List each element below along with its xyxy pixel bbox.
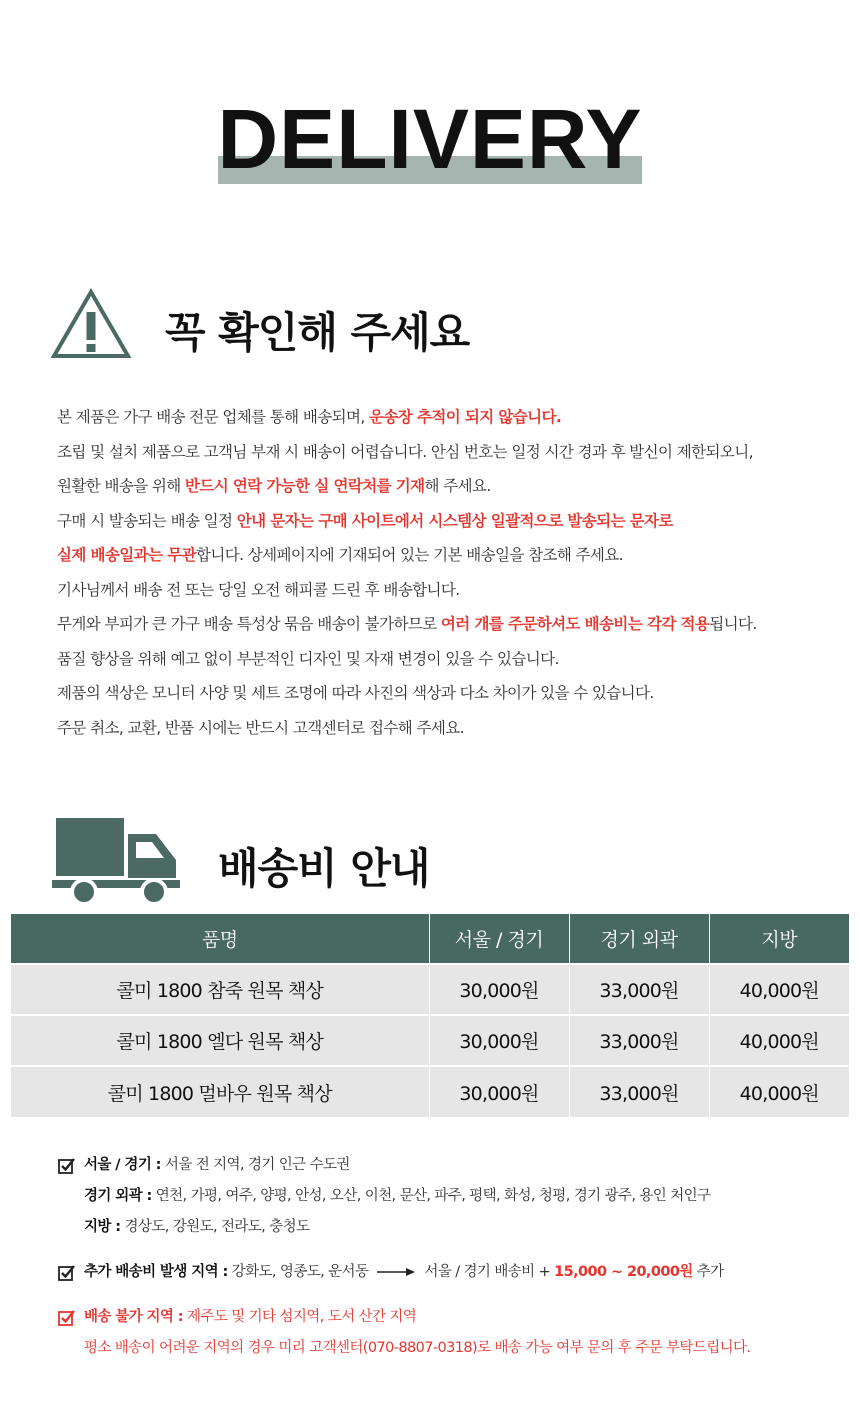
unavailable-areas: 제주도 및 기타 섬지역, 도서 산간 지역 (183, 1309, 417, 1325)
shipping-notes (58, 1150, 848, 1378)
notice-line (57, 435, 847, 470)
region-label: 서울 / 경기 : (84, 1157, 161, 1173)
page-title: DELIVERY (217, 92, 643, 186)
region-note-outskirts (58, 1181, 848, 1212)
price-cell: 30,000원 (429, 1015, 569, 1066)
notice-line (57, 573, 847, 608)
notice-highlight: 운송장 추적이 되지 않습니다. (369, 408, 562, 426)
extra-fee-areas: 강화도, 영종도, 운서동 (227, 1264, 369, 1280)
unavailable-detail: 평소 배송이 어려운 지역의 경우 미리 고객센터(070-8807-0318)로 배송 가능 여부 문의 후 주문 부탁드립니다. (84, 1340, 751, 1356)
notice-text: 기사님께서 배송 전 또는 당일 오전 해피콜 드린 후 배송합니다. (57, 580, 460, 599)
warning-section-title: 꼭 확인해 주세요 (165, 308, 470, 357)
price-cell: 40,000원 (709, 1015, 849, 1066)
notice-text: 본 제품은 가구 배송 전문 업체를 통해 배송되며, (57, 408, 370, 426)
column-header-gyeonggi-outskirts: 경기 외곽 (569, 914, 709, 964)
unavailable-group (58, 1302, 848, 1364)
notice-text: 품질 향상을 위해 예고 없이 부분적인 디자인 및 자재 변경이 있을 수 있습니다. (57, 649, 559, 668)
price-cell: 40,000원 (709, 964, 849, 1015)
checkbox-checked-icon (58, 1264, 75, 1281)
price-cell: 33,000원 (569, 1015, 709, 1066)
checkbox-checked-icon (58, 1309, 75, 1326)
price-cell: 30,000원 (429, 1066, 569, 1117)
notice-text: 됩니다. (709, 615, 757, 633)
region-label: 지방 : (84, 1219, 121, 1235)
delivery-truck-icon (52, 816, 180, 906)
page-header (0, 92, 860, 192)
notice-highlight: 반드시 연락 가능한 실 연락처를 기재 (184, 477, 425, 495)
column-header-provinces: 지방 (709, 914, 849, 964)
table-row (11, 964, 849, 1015)
extra-fee-note (58, 1257, 848, 1288)
extra-fee-label: 추가 배송비 발생 지역 : (84, 1264, 228, 1280)
extra-fee-target: 서울 / 경기 배송비 + (424, 1264, 551, 1280)
notice-text: 합니다. 상세페이지에 기재되어 있는 기본 배송일을 참조해 주세요. (195, 546, 623, 564)
column-header-product: 품명 (11, 914, 429, 964)
notice-line (57, 607, 847, 642)
notice-text: 구매 시 발송되는 배송 일정 (57, 511, 237, 530)
column-header-seoul-gyeonggi: 서울 / 경기 (429, 914, 569, 964)
checkbox-checked-icon (58, 1157, 75, 1174)
notice-line (57, 538, 847, 573)
product-name-cell: 콜미 1800 엘다 원목 책상 (11, 1015, 429, 1066)
product-name-cell: 콜미 1800 참죽 원목 책상 (11, 964, 429, 1015)
region-label: 경기 외곽 : (84, 1188, 152, 1204)
region-group (58, 1150, 848, 1243)
region-note-provinces (58, 1212, 848, 1243)
notice-highlight: 안내 문자는 구매 사이트에서 시스템상 일괄적으로 발송되는 문자로 (236, 511, 673, 530)
extra-fee-suffix: 추가 (696, 1264, 724, 1280)
price-cell: 40,000원 (709, 1066, 849, 1117)
table-row (11, 1015, 849, 1066)
notice-text: 조립 및 설치 제품으로 고객님 부재 시 배송이 어렵습니다. 안심 번호는 일정 시간 경과 후 발신이 제한되오니, (57, 442, 753, 461)
notice-line (57, 504, 847, 539)
price-cell: 33,000원 (569, 1066, 709, 1117)
notice-line (57, 711, 847, 746)
table-row (11, 1066, 849, 1117)
notice-highlight: 실제 배송일과는 무관 (57, 546, 196, 564)
notice-highlight: 여러 개를 주문하셔도 배송비는 각각 적용 (440, 615, 710, 633)
notice-list (57, 400, 847, 745)
unavailable-note (58, 1302, 848, 1333)
long-arrow-right-icon (376, 1267, 416, 1277)
region-note-seoul (58, 1150, 848, 1181)
region-text: 경상도, 강원도, 전라도, 충청도 (120, 1219, 310, 1235)
price-cell: 30,000원 (429, 964, 569, 1015)
notice-line (57, 676, 847, 711)
notice-text: 해 주세요. (424, 477, 491, 495)
region-text: 연천, 가평, 여주, 양평, 안성, 오산, 이천, 문산, 파주, 평택, 화성, 청평, 경기 광주, 용인 처인구 (151, 1188, 711, 1204)
extra-fee-amount: 15,000 ~ 20,000원 (554, 1264, 693, 1280)
product-name-cell: 콜미 1800 멀바우 원목 책상 (11, 1066, 429, 1117)
region-text: 서울 전 지역, 경기 인근 수도권 (160, 1157, 350, 1173)
notice-text: 제품의 색상은 모니터 사양 및 세트 조명에 따라 사진의 색상과 다소 차이가 있을 수 있습니다. (57, 684, 654, 702)
price-cell: 33,000원 (569, 964, 709, 1015)
notice-text: 무게와 부피가 큰 가구 배송 특성상 묶음 배송이 불가하므로 (57, 615, 441, 633)
warning-triangle-icon (50, 288, 132, 360)
extra-fee-group (58, 1257, 848, 1288)
notice-text: 주문 취소, 교환, 반품 시에는 반드시 고객센터로 접수해 주세요. (57, 718, 464, 737)
notice-line (57, 469, 847, 504)
unavailable-label: 배송 불가 지역 : (84, 1309, 183, 1325)
notice-line (57, 642, 847, 677)
shipping-fee-table (11, 914, 849, 1117)
shipping-section-title: 배송비 안내 (218, 844, 430, 893)
table-header-row (11, 914, 849, 964)
notice-text: 원활한 배송을 위해 (57, 477, 185, 495)
notice-line (57, 400, 847, 435)
